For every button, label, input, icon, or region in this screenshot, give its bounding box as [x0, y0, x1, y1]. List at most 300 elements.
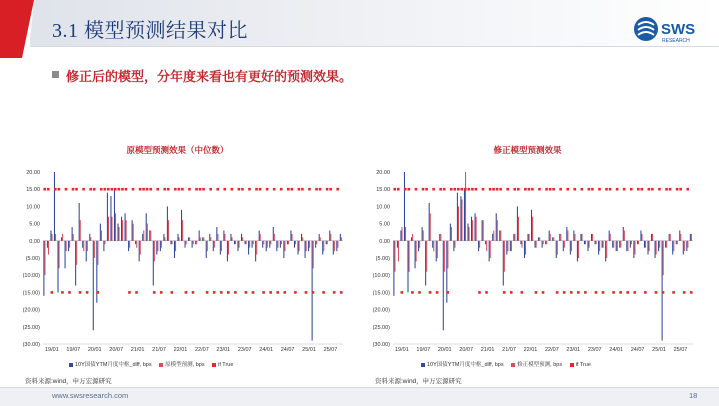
- marker-if-true: [312, 291, 315, 294]
- bar-predicted: [433, 241, 434, 251]
- marker-if-true: [192, 291, 195, 294]
- bar-actual: [121, 217, 122, 241]
- bar-predicted: [87, 241, 88, 251]
- bar-predicted: [440, 234, 441, 241]
- marker-if-true: [408, 188, 411, 191]
- bar-actual: [460, 196, 461, 241]
- marker-if-true: [248, 188, 251, 191]
- marker-if-true: [174, 188, 177, 191]
- marker-if-true: [213, 291, 216, 294]
- bar-actual: [107, 193, 108, 241]
- marker-if-true: [252, 291, 255, 294]
- marker-if-true: [96, 291, 99, 294]
- bar-actual: [644, 241, 645, 248]
- bar-actual: [241, 234, 242, 241]
- legend-swatch: [570, 363, 574, 367]
- bar-actual: [527, 234, 528, 241]
- marker-if-true: [676, 188, 679, 191]
- marker-if-true: [662, 291, 665, 294]
- marker-if-true: [283, 291, 286, 294]
- bar-predicted: [521, 241, 522, 248]
- marker-if-true: [563, 291, 566, 294]
- marker-if-true: [457, 188, 460, 191]
- marker-if-true: [524, 188, 527, 191]
- page-number: 18: [689, 391, 698, 400]
- bar-actual: [556, 241, 557, 258]
- bar-actual: [496, 213, 497, 241]
- bar-predicted: [136, 241, 137, 248]
- marker-if-true: [453, 188, 456, 191]
- bar-actual: [213, 241, 214, 251]
- bar-predicted: [680, 234, 681, 241]
- bar-predicted: [101, 230, 102, 240]
- marker-if-true: [566, 188, 569, 191]
- marker-if-true: [581, 188, 584, 191]
- bar-actual: [110, 196, 111, 241]
- x-tick-label: 20/07: [109, 347, 124, 353]
- marker-if-true: [637, 188, 640, 191]
- marker-if-true: [672, 291, 675, 294]
- bar-actual: [616, 241, 617, 251]
- marker-if-true: [623, 188, 626, 191]
- legend-item-series-2: [505, 360, 562, 368]
- marker-if-true: [178, 188, 181, 191]
- bar-predicted: [514, 234, 515, 241]
- y-tick-label: (10.00): [372, 273, 390, 280]
- bar-predicted: [94, 241, 95, 258]
- y-tick-label: 15.00: [26, 187, 40, 194]
- bar-predicted: [550, 234, 551, 241]
- bar-predicted: [465, 172, 466, 241]
- marker-if-true: [644, 291, 647, 294]
- y-tick-label: (5.00): [375, 256, 390, 262]
- bar-actual: [117, 224, 118, 241]
- bar-actual: [72, 227, 73, 241]
- bar-predicted: [242, 237, 243, 240]
- bar-actual: [50, 230, 51, 240]
- bar-predicted: [663, 241, 664, 275]
- logo-subtext: RESEARCH: [662, 38, 690, 44]
- bar-predicted: [334, 241, 335, 251]
- bar-predicted: [182, 220, 183, 241]
- bar-actual: [637, 241, 638, 244]
- bar-actual: [573, 230, 574, 240]
- marker-if-true: [573, 188, 576, 191]
- bar-predicted: [624, 230, 625, 240]
- marker-if-true: [478, 291, 481, 294]
- marker-if-true: [238, 188, 241, 191]
- y-tick-label: 10.00: [26, 204, 40, 211]
- bar-actual: [580, 234, 581, 241]
- bar-predicted: [571, 241, 572, 251]
- bar-predicted: [670, 234, 671, 241]
- bar-predicted: [504, 241, 505, 272]
- bar-actual: [453, 241, 454, 251]
- bar-actual: [542, 241, 543, 248]
- bar-actual: [340, 234, 341, 241]
- bar-actual: [647, 241, 648, 255]
- bar-actual: [415, 241, 416, 269]
- bar-actual: [485, 241, 486, 244]
- legend-label: if True: [218, 362, 234, 368]
- x-tick-label: 25/07: [323, 347, 338, 353]
- bar-predicted: [613, 241, 614, 248]
- marker-if-true: [114, 188, 117, 191]
- marker-if-true: [658, 188, 661, 191]
- bar-actual: [326, 241, 327, 244]
- bar-actual: [520, 241, 521, 244]
- bar-predicted: [437, 241, 438, 258]
- marker-if-true: [326, 188, 329, 191]
- marker-if-true: [305, 291, 308, 294]
- bar-predicted: [405, 227, 406, 241]
- bar-actual: [290, 230, 291, 240]
- bar-predicted: [539, 237, 540, 240]
- y-tick-label: (15.00): [372, 290, 390, 297]
- bar-actual: [549, 230, 550, 240]
- bar-actual: [269, 241, 270, 248]
- slide-subtitle: 修正后的模型，分年度来看也有更好的预测效果。: [66, 69, 353, 84]
- bar-predicted: [341, 237, 342, 240]
- bar-actual: [220, 241, 221, 255]
- legend-label: 原模型预测, bps: [165, 362, 205, 368]
- bar-predicted: [217, 234, 218, 241]
- marker-if-true: [139, 188, 142, 191]
- y-tick-label: 10.00: [376, 204, 390, 211]
- bar-predicted: [228, 241, 229, 255]
- bar-predicted: [419, 241, 420, 248]
- bar-predicted: [221, 241, 222, 251]
- legend-item-series-1: [415, 360, 504, 368]
- bar-predicted: [423, 230, 424, 240]
- marker-if-true: [411, 291, 414, 294]
- bar-actual: [467, 224, 468, 241]
- bar-predicted: [458, 206, 459, 240]
- bar-actual: [322, 241, 323, 255]
- bar-predicted: [164, 237, 165, 240]
- bar-actual: [103, 241, 104, 251]
- bar-actual: [411, 237, 412, 240]
- bar-predicted: [179, 237, 180, 240]
- bar-predicted: [641, 234, 642, 241]
- marker-if-true: [683, 291, 686, 294]
- bar-predicted: [284, 241, 285, 251]
- legend-item-series-2: [153, 360, 204, 368]
- bar-predicted: [122, 220, 123, 241]
- marker-if-true: [322, 291, 325, 294]
- bar-predicted: [196, 241, 197, 244]
- marker-if-true: [577, 291, 580, 294]
- footer-url[interactable]: www.swsresearch.com: [52, 391, 129, 400]
- marker-if-true: [549, 188, 552, 191]
- marker-if-true: [287, 188, 290, 191]
- marker-if-true: [266, 188, 269, 191]
- bar-predicted: [157, 241, 158, 251]
- bar-actual: [676, 241, 677, 244]
- bar-predicted: [673, 241, 674, 251]
- bar-actual: [68, 241, 69, 251]
- bar-predicted: [337, 241, 338, 248]
- bar-predicted: [666, 241, 667, 248]
- y-tick-label: (30.00): [22, 342, 40, 348]
- marker-if-true: [308, 188, 311, 191]
- bar-actual: [195, 241, 196, 244]
- x-tick-label: 23/01: [566, 347, 581, 353]
- bar-actual: [683, 241, 684, 255]
- x-tick-label: 19/07: [66, 347, 81, 353]
- x-tick-label: 22/07: [195, 347, 209, 353]
- bar-predicted: [567, 230, 568, 240]
- marker-if-true: [301, 188, 304, 191]
- bar-actual: [510, 241, 511, 251]
- bar-predicted: [645, 241, 646, 248]
- marker-if-true: [142, 188, 145, 191]
- marker-if-true: [439, 188, 442, 191]
- bar-actual: [457, 193, 458, 241]
- marker-if-true: [298, 188, 301, 191]
- marker-if-true: [429, 291, 432, 294]
- y-tick-label: (30.00): [372, 342, 390, 348]
- bar-predicted: [129, 241, 130, 248]
- bar-predicted: [518, 217, 519, 241]
- bar-actual: [65, 241, 66, 269]
- y-tick-label: (20.00): [372, 307, 390, 314]
- legend-label: if True: [575, 362, 591, 368]
- chart-original-model-plot: [5, 132, 350, 380]
- bar-predicted: [133, 224, 134, 241]
- bar-predicted: [592, 234, 593, 241]
- bar-actual: [89, 234, 90, 241]
- marker-if-true: [167, 188, 170, 191]
- bar-predicted: [603, 241, 604, 248]
- bar-actual: [181, 210, 182, 241]
- bar-actual: [315, 241, 316, 248]
- bar-predicted: [274, 234, 275, 241]
- bar-predicted: [277, 241, 278, 248]
- bar-predicted: [48, 241, 49, 255]
- bar-actual: [478, 241, 479, 251]
- bar-predicted: [207, 241, 208, 251]
- bar-predicted: [59, 241, 60, 269]
- bar-predicted: [677, 241, 678, 244]
- legend-swatch: [159, 363, 163, 367]
- marker-if-true: [570, 291, 573, 294]
- legend-label: 10Y国债YTM月度中枢_diff, bps: [75, 362, 152, 368]
- bar-predicted: [536, 241, 537, 248]
- marker-if-true: [404, 188, 407, 191]
- bar-actual: [237, 241, 238, 251]
- bar-actual: [167, 206, 168, 240]
- bar-predicted: [469, 227, 470, 241]
- bar-actual: [640, 230, 641, 240]
- marker-if-true: [517, 188, 520, 191]
- bar-actual: [690, 234, 691, 241]
- marker-if-true: [468, 188, 471, 191]
- marker-if-true: [245, 291, 248, 294]
- marker-if-true: [609, 188, 612, 191]
- bar-predicted: [210, 237, 211, 240]
- legend-swatch: [421, 363, 425, 367]
- bar-predicted: [691, 234, 692, 241]
- y-tick-label: (15.00): [22, 290, 40, 297]
- chart-revised-model: [355, 132, 700, 380]
- marker-if-true: [552, 188, 555, 191]
- bar-predicted: [490, 241, 491, 258]
- marker-if-true: [103, 188, 106, 191]
- bar-actual: [559, 234, 560, 241]
- bar-actual: [563, 241, 564, 251]
- bar-predicted: [111, 217, 112, 241]
- x-tick-label: 22/07: [545, 347, 559, 353]
- marker-if-true: [559, 188, 562, 191]
- marker-if-true: [415, 188, 418, 191]
- bar-predicted: [543, 241, 544, 244]
- marker-if-true: [513, 188, 516, 191]
- bar-actual: [333, 241, 334, 255]
- marker-if-true: [223, 188, 226, 191]
- chart-original-model: [5, 132, 350, 380]
- bar-actual: [535, 241, 536, 248]
- x-tick-label: 21/01: [130, 347, 145, 353]
- marker-if-true: [68, 291, 71, 294]
- x-tick-label: 23/01: [216, 347, 231, 353]
- marker-if-true: [626, 291, 629, 294]
- bar-actual: [223, 230, 224, 240]
- x-tick-label: 19/07: [416, 347, 431, 353]
- y-tick-label: 15.00: [376, 187, 390, 194]
- marker-if-true: [273, 188, 276, 191]
- bar-actual: [245, 241, 246, 244]
- marker-if-true: [118, 188, 121, 191]
- bar-predicted: [497, 220, 498, 241]
- bar-predicted: [472, 220, 473, 241]
- bar-predicted: [66, 241, 67, 251]
- marker-if-true: [432, 188, 435, 191]
- bar-actual: [595, 241, 596, 244]
- bar-actual: [464, 189, 465, 241]
- marker-if-true: [630, 188, 633, 191]
- marker-if-true: [202, 188, 205, 191]
- marker-if-true: [58, 188, 61, 191]
- marker-if-true: [531, 188, 534, 191]
- bar-actual: [61, 237, 62, 240]
- bar-actual: [686, 241, 687, 251]
- legend-item-series-1: [63, 360, 152, 368]
- bar-predicted: [599, 241, 600, 251]
- marker-if-true: [336, 188, 339, 191]
- bar-predicted: [260, 234, 261, 241]
- chart-legend: [63, 360, 233, 368]
- bar-predicted: [44, 241, 45, 275]
- bar-actual: [142, 234, 143, 241]
- marker-if-true: [209, 188, 212, 191]
- marker-if-true: [111, 188, 114, 191]
- bar-actual: [517, 206, 518, 240]
- bar-predicted: [532, 217, 533, 241]
- bar-actual: [43, 241, 44, 296]
- bar-actual: [662, 241, 663, 341]
- marker-if-true: [496, 188, 499, 191]
- marker-if-true: [535, 291, 538, 294]
- marker-if-true: [401, 291, 404, 294]
- marker-if-true: [489, 188, 492, 191]
- bar-predicted: [327, 241, 328, 244]
- x-tick-label: 22/01: [173, 347, 188, 353]
- bar-actual: [545, 241, 546, 244]
- bar-actual: [626, 241, 627, 251]
- bar-predicted: [634, 241, 635, 255]
- bar-predicted: [486, 241, 487, 251]
- marker-if-true: [75, 188, 78, 191]
- marker-if-true: [107, 188, 110, 191]
- y-tick-label: (25.00): [372, 324, 390, 331]
- marker-if-true: [598, 188, 601, 191]
- bar-predicted: [83, 241, 84, 251]
- bar-predicted: [416, 241, 417, 262]
- marker-if-true: [181, 188, 184, 191]
- y-tick-label: 0.00: [29, 238, 40, 245]
- marker-if-true: [227, 291, 230, 294]
- marker-if-true: [291, 188, 294, 191]
- marker-if-true: [185, 291, 188, 294]
- bar-predicted: [143, 230, 144, 240]
- y-tick-label: (20.00): [22, 307, 40, 314]
- bar-predicted: [249, 241, 250, 248]
- marker-if-true: [393, 188, 396, 191]
- bar-actual: [312, 241, 313, 341]
- bar-actual: [503, 241, 504, 286]
- bar-predicted: [231, 237, 232, 240]
- bar-actual: [86, 241, 87, 262]
- bar-actual: [266, 241, 267, 251]
- bar-predicted: [161, 241, 162, 248]
- bar-actual: [188, 237, 189, 240]
- marker-if-true: [171, 291, 174, 294]
- footer-bar: [0, 387, 719, 406]
- bar-actual: [471, 217, 472, 241]
- marker-if-true: [528, 188, 531, 191]
- marker-if-true: [93, 188, 96, 191]
- bar-predicted: [454, 241, 455, 248]
- y-tick-label: 0.00: [379, 238, 390, 245]
- bar-predicted: [401, 227, 402, 241]
- chart-revised-model-plot: [355, 132, 700, 380]
- bar-actual: [633, 241, 634, 258]
- bar-actual: [75, 241, 76, 286]
- marker-if-true: [397, 188, 400, 191]
- bar-predicted: [168, 220, 169, 241]
- bar-actual: [305, 241, 306, 258]
- bar-actual: [418, 241, 419, 251]
- marker-if-true: [156, 188, 159, 191]
- bar-predicted: [546, 241, 547, 244]
- marker-if-true: [542, 291, 545, 294]
- marker-if-true: [234, 291, 237, 294]
- marker-if-true: [651, 188, 654, 191]
- x-tick-label: 24/07: [630, 347, 645, 353]
- marker-if-true: [149, 188, 152, 191]
- bar-predicted: [316, 241, 317, 244]
- marker-if-true: [436, 291, 439, 294]
- marker-if-true: [146, 188, 149, 191]
- bar-actual: [54, 172, 55, 241]
- marker-if-true: [255, 188, 258, 191]
- bar-actual: [276, 241, 277, 251]
- chart-legend: [415, 360, 591, 368]
- bar-actual: [128, 241, 129, 251]
- bar-predicted: [55, 234, 56, 241]
- marker-if-true: [220, 291, 223, 294]
